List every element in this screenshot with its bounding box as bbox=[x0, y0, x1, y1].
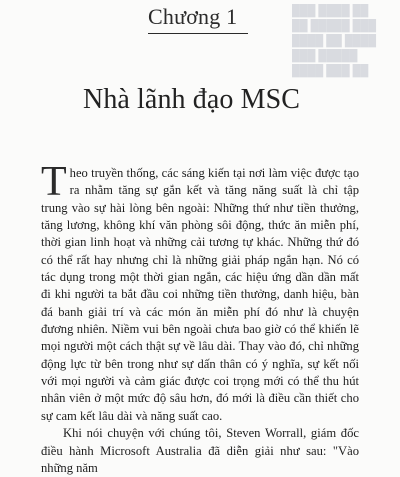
chapter-label: Chương 1 bbox=[148, 4, 238, 29]
paragraph-1 bbox=[41, 159, 359, 425]
paragraph-2: Khi nói chuyện với chúng tôi, Steven Worrall, giám đốc điều hành Microsoft Australia đã diễn giải như sau: "Vào những năm bbox=[41, 426, 359, 475]
paragraph-1-text: heo truyền thống, các sáng kiến tại nơi làm việc được tạo ra nhằm tăng sự gắn kết và tăng năng suất là chỉ tập trung vào sự hài lòng bên ngoài: Những thứ như tiền thưởng, tăng lương, không khí văn phòng sôi động, thức ăn miễn phí, thời gian linh hoạt và những cải tương tự khác. Những thứ đó có thể rất hay nhưng chỉ là những giải pháp ngắn hạn. Nó có tác dụng trong một thời gian ngắn, các hiệu ứng dần dần mất đi khi người ta bắt đầu coi những tiền thưởng, danh hiệu, bàn đá banh giải trí và các món ăn miễn phí đó như là chuyện đương nhiên. Niềm vui bên ngoài chưa bao giờ có thể khiến lẽ mọi người một cách thật sự về lâu dài. Thay vào đó, chỉ những động lực từ bên trong như sự dấn thân có ý nghĩa, sự kết nối với mọi người và cảm giác được coi trọng mới có thể thu hút nhân viên ở một mức độ sâu hơn, đó mới là điều cần thiết cho sự cam kết lâu dài và năng suất cao. bbox=[41, 166, 359, 423]
chapter-title: Nhà lãnh đạo MSC bbox=[83, 84, 301, 115]
drop-cap: T bbox=[41, 159, 67, 205]
chapter-underline bbox=[148, 33, 248, 34]
show-through-text: ███ ████ ██ ██ █████ ███ ████ ██ ████ ███ █████ ████ ███ ██ bbox=[292, 5, 377, 77]
body-text bbox=[41, 159, 359, 477]
